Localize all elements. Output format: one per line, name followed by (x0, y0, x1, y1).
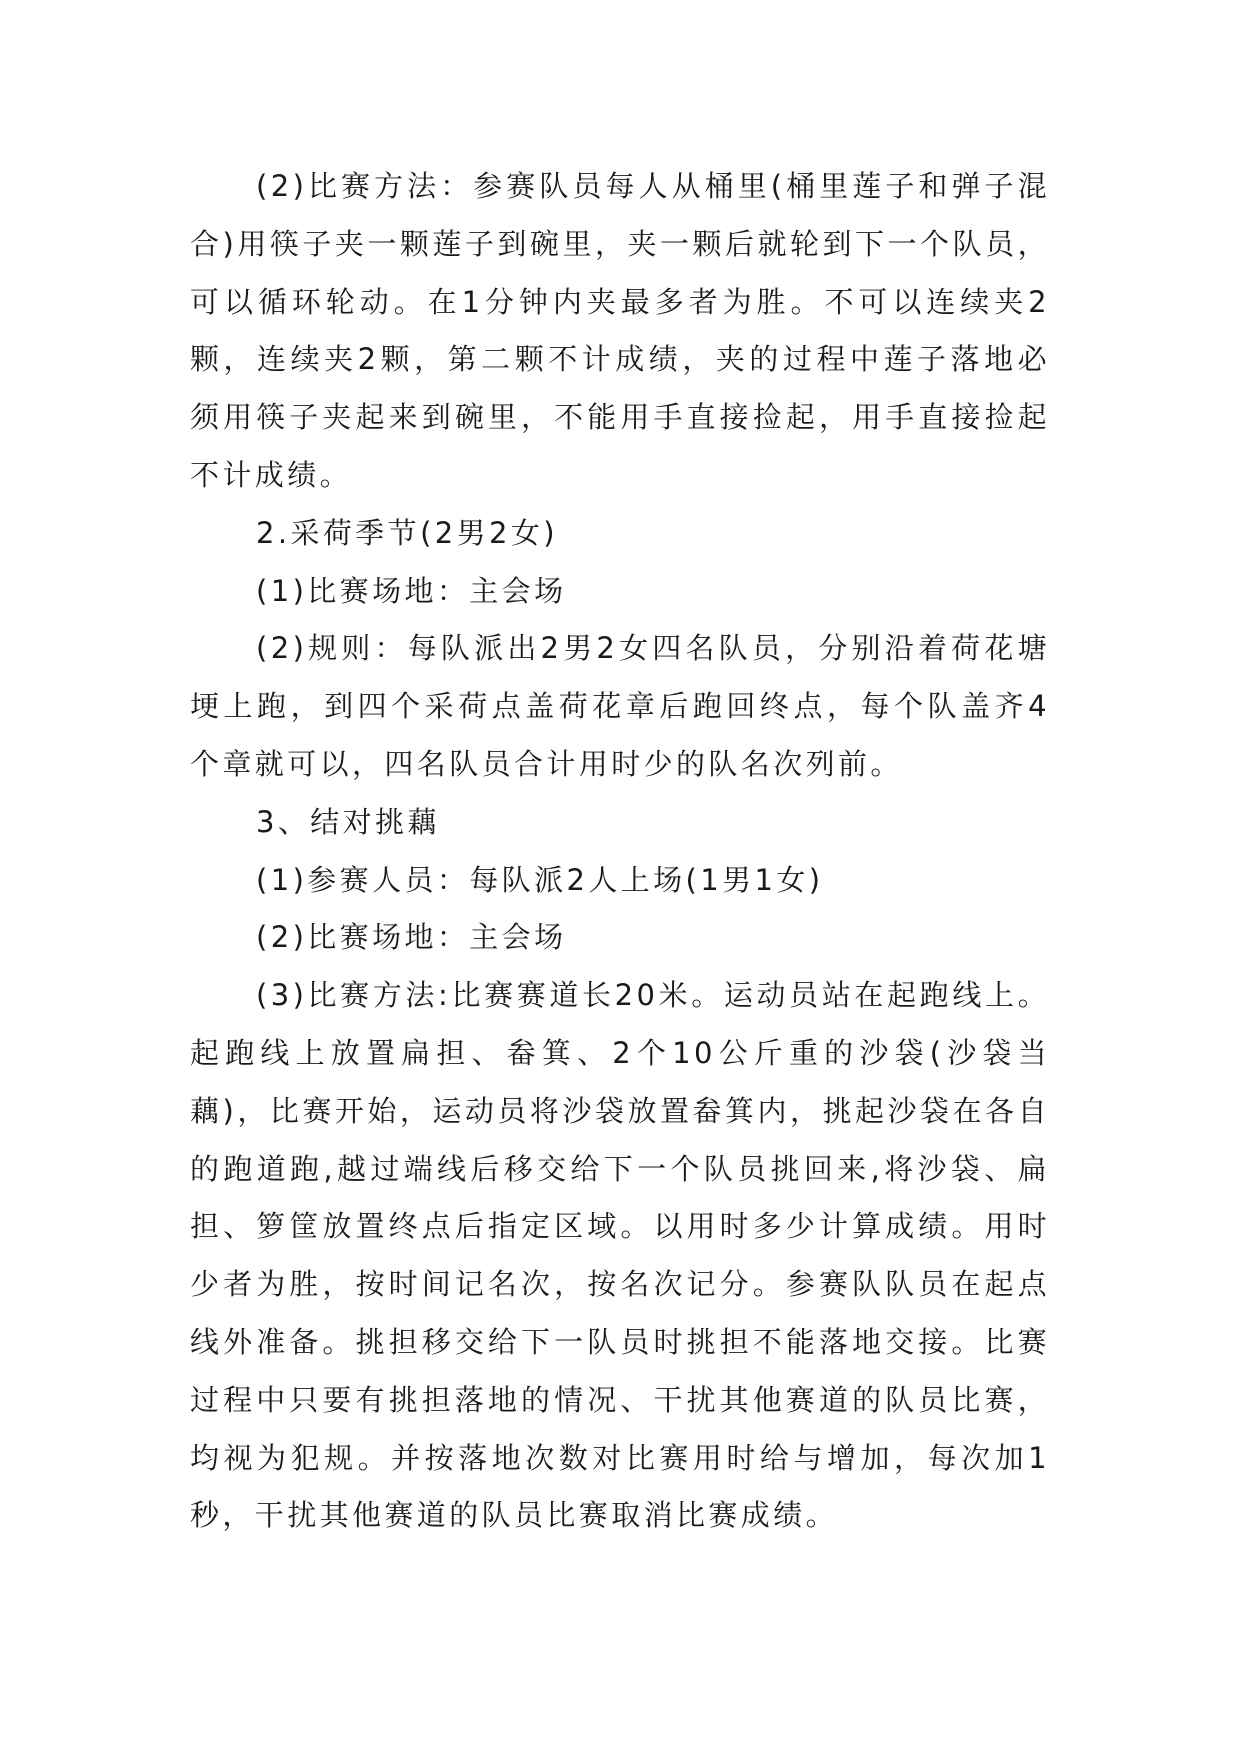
section-heading-lotus-picking: 2.采荷季节(2男2女) (256, 515, 558, 550)
section-heading-pair-lotus-root: 3、结对挑藕 (256, 804, 440, 839)
paragraph-participants: (1)参赛人员：每队派2人上场(1男1女) (256, 862, 824, 897)
paragraph-venue-1: (1)比赛场地：主会场 (256, 573, 567, 608)
paragraph-venue-2: (2)比赛场地：主会场 (256, 920, 567, 955)
paragraph-competition-method: (2)比赛方法：参赛队员每人从桶里(桶里莲子和弹子混合)用筷子夹一颗莲子到碗里，夹一颗后就轮到下一个队员，可以循环轮动。在1分钟内夹最多者为胜。不可以连续夹2颗，连续夹2颗，第二颗不计成绩，夹的过程中莲子落地必须用筷子夹起来到碗里，不能用手直接捡起，用手直接捡起不计成绩。 (190, 169, 1050, 492)
paragraph-pair-method: (3)比赛方法:比赛赛道长20米。运动员站在起跑线上。起跑线上放置扁担、畚箕、2个10公斤重的沙袋(沙袋当藕)，比赛开始，运动员将沙袋放置畚箕内，挑起沙袋在各自的跑道跑,越过端线后移交给下一个队员挑回来,将沙袋、扁担、箩筐放置终点后指定区域。以用时多少计算成绩。用时少者为胜，按时间记名次，按名次记分。参赛队队员在起点线外准备。挑担移交给下一队员时挑担不能落地交接。比赛过程中只要有挑担落地的情况、干扰其他赛道的队员比赛，均视为犯规。并按落地次数对比赛用时给与增加，每次加1秒，干扰其他赛道的队员比赛取消比赛成绩。 (190, 978, 1050, 1533)
document-body (190, 158, 1050, 1545)
paragraph-rules: (2)规则：每队派出2男2女四名队员，分别沿着荷花塘埂上跑，到四个采荷点盖荷花章后跑回终点，每个队盖齐4个章就可以，四名队员合计用时少的队名次列前。 (190, 631, 1050, 781)
